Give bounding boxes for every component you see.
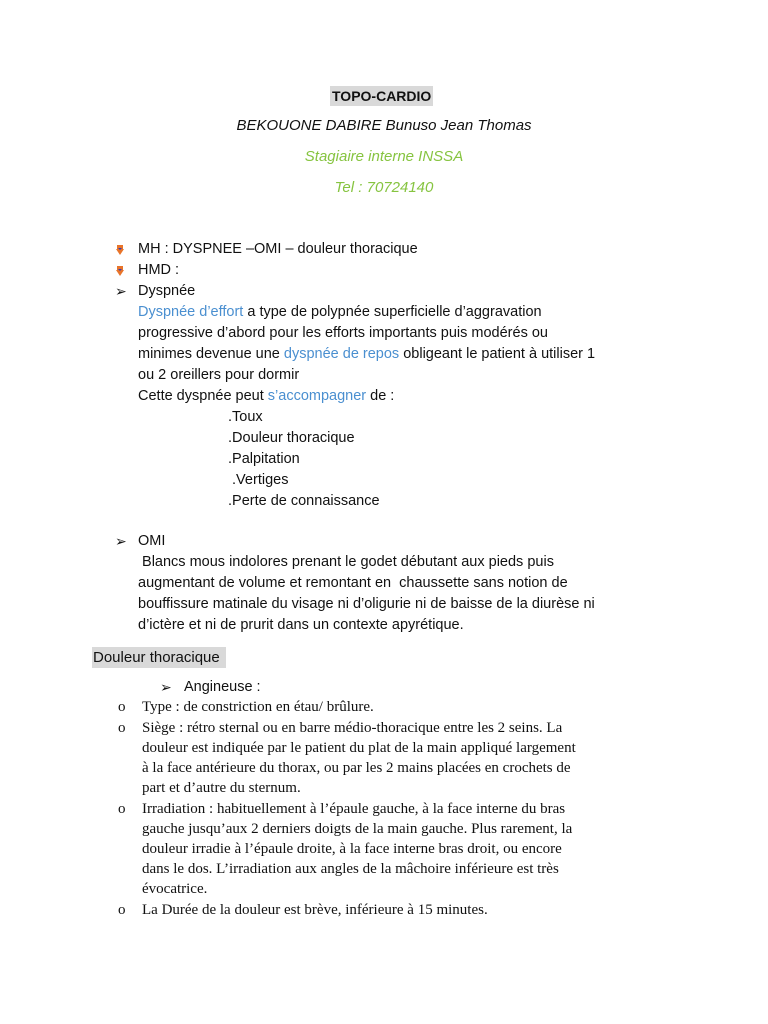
document-title: TOPO-CARDIO [332,88,432,104]
hmd-line: HMD : [138,262,180,278]
douleur-siege-line: à la face antérieure du thorax, ou par les 2 mains placées en crochets de [142,760,571,776]
circle-bullet-icon: o [118,801,126,817]
sign-item: .Douleur thoracique [228,430,355,446]
dyspnee-line-3 [138,344,595,365]
angineuse-subheading: Angineuse : [184,679,261,695]
omi-line: d’ictère et ni de prurit dans un contexte apyrétique. [138,617,464,633]
accompany-rest: de : [366,388,395,404]
accompany-term: s’accompagner [267,388,367,404]
sign-item: .Toux [228,409,263,425]
dyspnee-effort-term: Dyspnée d’effort [138,304,244,320]
sign-item: .Perte de connaissance [228,493,380,509]
dyspnee-line-1-text: a type de polypnée superficielle d’aggravation [243,304,542,320]
down-arrow-bullet-icon [116,266,124,276]
dyspnee-heading: Dyspnée [138,283,196,299]
douleur-irradiation-line: douleur irradie à l’épaule droite, à la face interne bras droit, ou encore [142,841,562,857]
douleur-irradiation-line: gauche jusqu’aux 2 derniers doigts de la main gauche. Plus rarement, la [142,821,573,837]
circle-bullet-icon: o [118,720,126,736]
dyspnee-repos-term: dyspnée de repos [283,346,400,362]
douleur-irradiation-line: dans le dos. L’irradiation aux angles de la mâchoire inférieure est très [142,861,559,877]
author-phone: Tel : 70724140 [334,179,434,196]
circle-bullet-icon: o [118,699,126,715]
dyspnee-accompany-line [138,386,394,407]
douleur-siege-line: douleur est indiquée par le patient du plat de la main appliqué largement [142,740,576,756]
author-role: Stagiaire interne INSSA [304,148,464,165]
omi-line: bouffissure matinale du visage ni d’oligurie ni de baisse de la diurèse ni [138,596,595,612]
omi-line: augmentant de volume et remontant en chaussette sans notion de [138,575,568,591]
dyspnee-line-3-start: minimes devenue une [138,346,284,362]
dyspnee-line-2: progressive d’abord pour les efforts importants puis modérés ou [138,325,548,341]
accompany-start: Cette dyspnée peut [138,388,268,404]
section-heading-douleur: Douleur thoracique [92,647,226,668]
chevron-right-bullet-icon: ➢ [160,679,172,695]
author-name: BEKOUONE DABIRE Bunuso Jean Thomas [236,117,532,134]
omi-line: Blancs mous indolores prenant le godet débutant aux pieds puis [138,554,554,570]
dyspnee-line-4: ou 2 oreillers pour dormir [138,367,300,383]
douleur-siege-line: part et d’autre du sternum. [142,780,301,796]
omi-heading: OMI [138,533,166,549]
douleur-siege-line: Siège : rétro sternal ou en barre médio-thoracique entre les 2 seins. La [142,720,563,736]
chevron-right-bullet-icon: ➢ [115,283,127,299]
circle-bullet-icon: o [118,902,126,918]
douleur-irradiation-line: évocatrice. [142,881,208,897]
dyspnee-line-3-rest: obligeant le patient à utiliser 1 [399,346,596,362]
sign-item: .Vertiges [228,472,289,488]
douleur-irradiation-line: Irradiation : habituellement à l’épaule gauche, à la face interne du bras [142,801,566,817]
chevron-right-bullet-icon: ➢ [115,533,127,549]
douleur-duree-line: La Durée de la douleur est brève, inférieure à 15 minutes. [142,902,488,918]
dyspnee-line-1 [138,302,542,323]
mh-line: MH : DYSPNEE –OMI – douleur thoracique [138,241,418,257]
down-arrow-bullet-icon [116,245,124,255]
sign-item: .Palpitation [228,451,300,467]
douleur-type-line: Type : de constriction en étau/ brûlure. [142,699,374,715]
